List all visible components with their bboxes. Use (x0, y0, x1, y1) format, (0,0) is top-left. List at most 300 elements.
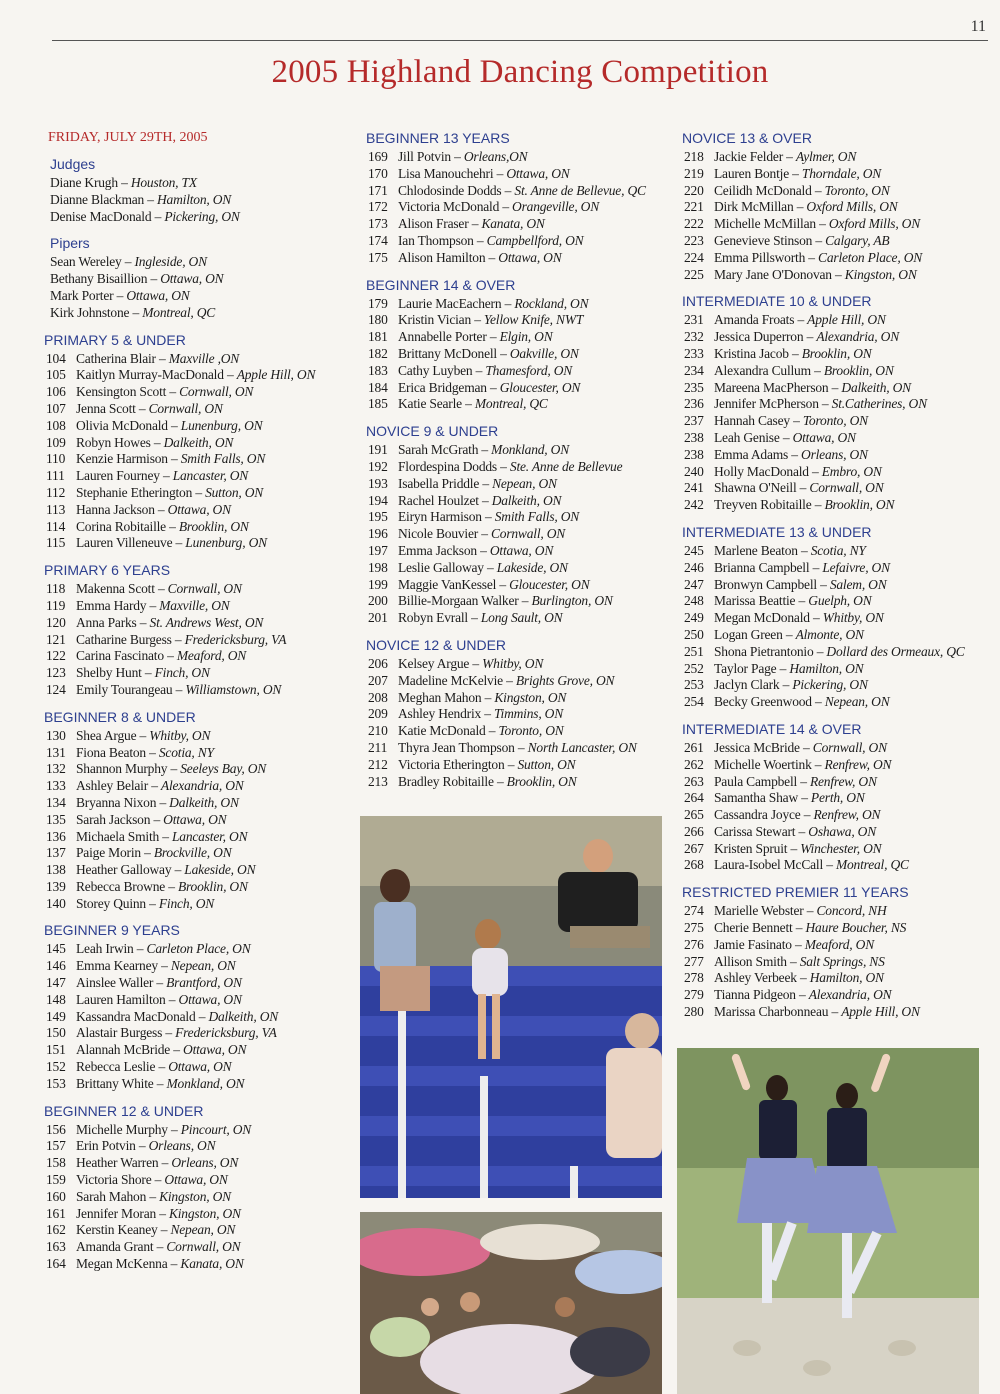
hometown: Renfrew, ON (813, 807, 881, 823)
entry-row (46, 795, 350, 812)
separator-dash: – (153, 1239, 167, 1255)
entry-number: 191 (368, 442, 388, 458)
hometown: St. Andrews West, ON (149, 614, 264, 630)
entry-row (46, 648, 350, 665)
entry-row (368, 329, 670, 346)
entry-row (46, 384, 350, 401)
separator-dash: – (828, 379, 842, 395)
separator-dash: – (803, 329, 817, 345)
separator-dash: – (809, 559, 823, 575)
separator-dash: – (150, 811, 164, 827)
entry-row (50, 288, 350, 305)
entry-number: 206 (368, 655, 388, 671)
entry-row (46, 992, 350, 1009)
entry-row (46, 435, 350, 452)
hometown: Ottawa, ON (498, 249, 562, 265)
entry-number: 138 (46, 862, 66, 878)
entry-number: 151 (46, 1042, 66, 1058)
section-title: NOVICE 13 & OVER (682, 130, 812, 146)
hometown: Lakeside, ON (184, 862, 256, 878)
entry-row (46, 1155, 350, 1172)
separator-dash: – (799, 739, 813, 755)
entry-row (684, 166, 996, 183)
entry-row (46, 535, 350, 552)
hometown: Salem, ON (829, 576, 887, 592)
separator-dash: – (167, 451, 181, 467)
dancer-name: Kelsey Argue (398, 655, 470, 671)
separator-dash: – (159, 468, 173, 484)
hometown: Cornwall, ON (148, 400, 223, 416)
entry-number: 268 (684, 857, 704, 873)
entry-row (684, 790, 996, 807)
hometown: Alexandria, ON (160, 778, 244, 794)
hometown: Concord, NH (816, 903, 887, 919)
separator-dash: – (815, 216, 829, 232)
entry-row (684, 396, 996, 413)
hometown: Apple Hill, ON (807, 312, 886, 328)
entry-row (46, 1076, 350, 1093)
entry-number: 106 (46, 384, 66, 400)
entry-number: 266 (684, 823, 704, 839)
entry-row (368, 166, 670, 183)
entry-row (46, 862, 350, 879)
separator-dash: – (478, 492, 492, 508)
dancer-name: Jackie Felder (714, 149, 783, 164)
section-novice-12-and-under (362, 637, 670, 790)
entry-row (684, 233, 996, 250)
dancer-name: Eiryn Harmison (398, 509, 482, 525)
entry-row (684, 627, 996, 644)
photo-spectators-in-stands (360, 816, 662, 1198)
separator-dash: – (154, 501, 168, 517)
hometown: Monkland, ON (491, 442, 569, 458)
entry-row (46, 1025, 350, 1042)
section-intermediate-14-and-over (678, 721, 996, 874)
entry-number: 109 (46, 434, 66, 450)
hometown: Oxford Mills, ON (806, 199, 898, 215)
dancer-name: Ceilidh McDonald (714, 182, 812, 198)
entry-number: 224 (684, 249, 704, 265)
entry-row (684, 593, 996, 610)
hometown: Ottawa, ON (792, 429, 856, 445)
hometown: Meaford, ON (804, 936, 875, 952)
separator-dash: – (167, 1256, 181, 1272)
entry-row (368, 216, 670, 233)
separator-dash: – (141, 665, 155, 681)
hometown: Cornwall, ON (167, 581, 242, 597)
separator-dash: – (828, 1004, 842, 1020)
hometown: Orleans, ON (148, 1138, 216, 1154)
entry-number: 134 (46, 794, 66, 810)
entry-row (50, 209, 350, 226)
separator-dash: – (133, 941, 147, 957)
separator-dash: – (800, 807, 814, 823)
hometown: Orleans, ON (171, 1155, 239, 1171)
hometown: Smith Falls, ON (494, 509, 580, 525)
entry-row (368, 476, 670, 493)
separator-dash: – (195, 1008, 209, 1024)
dancer-name: Michaela Smith (76, 828, 160, 844)
entry-number: 200 (368, 593, 388, 609)
entry-row (46, 351, 350, 368)
dancer-name: Victoria Shore (76, 1172, 152, 1188)
entry-row (684, 694, 996, 711)
entry-number: 121 (46, 631, 66, 647)
section-primary-6-years (40, 562, 350, 699)
entry-number: 235 (684, 379, 704, 395)
dancer-name: Kerstin Keaney (76, 1222, 158, 1238)
separator-dash: – (483, 559, 497, 575)
dancer-name: Kristina Jacob (714, 345, 789, 361)
section-title: BEGINNER 12 & UNDER (44, 1102, 204, 1119)
dancer-name: Shelby Hunt (76, 665, 142, 681)
separator-dash: – (478, 442, 492, 458)
dancer-name: Storey Quinn (76, 895, 146, 911)
separator-dash: – (154, 581, 168, 597)
dancer-name: Kristin Vician (398, 312, 472, 328)
entry-row (368, 560, 670, 577)
entry-row (684, 807, 996, 824)
entry-number: 152 (46, 1059, 66, 1075)
section-title: Pipers (50, 235, 90, 252)
entry-number: 242 (684, 497, 704, 513)
hometown: Salt Springs, NS (799, 953, 885, 969)
hometown: Oakville, ON (509, 345, 579, 361)
entry-row (46, 845, 350, 862)
dancer-name: Taylor Page (714, 660, 777, 676)
entry-row (684, 312, 996, 329)
dancer-name: Shea Argue (76, 727, 137, 743)
section-beginner-13-years (362, 130, 670, 267)
entry-number: 150 (46, 1025, 66, 1041)
hometown: North Lancaster, ON (527, 739, 637, 755)
dancer-name: Mark Porter (50, 287, 114, 303)
photo-highland-dancers (677, 1048, 979, 1394)
dancer-name: Dirk McMillan (714, 199, 794, 215)
separator-dash: – (831, 266, 845, 282)
entry-number: 137 (46, 845, 66, 861)
hometown: Dalkeith, ON (169, 794, 239, 810)
separator-dash: – (796, 970, 810, 986)
hometown: Ste. Anne de Bellevue (509, 458, 623, 474)
separator-dash: – (136, 614, 150, 630)
hometown: Sutton, ON (205, 484, 264, 500)
section-novice-13-and-over (678, 130, 996, 283)
hometown: Ottawa, ON (178, 991, 242, 1007)
hometown: Brooklin, ON (177, 878, 248, 894)
separator-dash: – (155, 1059, 169, 1075)
hometown: Meaford, ON (176, 648, 247, 664)
entry-number: 120 (46, 614, 66, 630)
hometown: Elgin, ON (499, 329, 553, 345)
entry-number: 267 (684, 840, 704, 856)
hometown: Finch, ON (158, 895, 215, 911)
dancer-name: Katie Searle (398, 396, 462, 412)
entry-number: 223 (684, 232, 704, 248)
separator-dash: – (813, 643, 827, 659)
hometown: Aylmer, ON (795, 149, 857, 164)
dancer-name: Emma Pillsworth (714, 249, 806, 265)
entry-row (50, 271, 350, 288)
hometown: Toronto, ON (498, 723, 564, 739)
separator-dash: – (501, 295, 515, 311)
separator-dash: – (167, 761, 181, 777)
entry-number: 246 (684, 559, 704, 575)
dancer-name: Carina Fascinato (76, 648, 164, 664)
entry-row (50, 175, 350, 192)
separator-dash: – (818, 396, 832, 412)
hometown: Apple Hill, ON (236, 367, 316, 383)
separator-dash: – (788, 345, 802, 361)
entry-row (368, 577, 670, 594)
hometown: Long Sault, ON (480, 610, 563, 626)
hometown: Nepean, ON (170, 958, 236, 974)
entry-row (46, 778, 350, 795)
hometown: Orangeville, ON (512, 199, 600, 215)
separator-dash: – (779, 677, 793, 693)
separator-dash: – (514, 739, 528, 755)
hometown: Lefaivre, ON (822, 559, 890, 575)
entry-row (368, 673, 670, 690)
hometown: Cornwall, ON (166, 1239, 241, 1255)
entry-number: 275 (684, 920, 704, 936)
entry-row (46, 1256, 350, 1273)
entry-row (684, 1004, 996, 1021)
hometown: Brooklin, ON (824, 497, 895, 513)
hometown: Alexandria, ON (808, 987, 892, 1003)
entry-number: 263 (684, 773, 704, 789)
entry-number: 279 (684, 987, 704, 1003)
entry-number: 163 (46, 1239, 66, 1255)
section-title: BEGINNER 8 & UNDER (44, 708, 196, 725)
dancer-name: Kensington Scott (76, 384, 167, 400)
dancer-name: Lauren Fourney (76, 468, 160, 484)
separator-dash: – (779, 429, 793, 445)
entry-number: 107 (46, 400, 66, 416)
separator-dash: – (170, 1042, 184, 1058)
entry-number: 208 (368, 689, 388, 705)
dancer-name: Corina Robitaille (76, 518, 166, 534)
dancer-name: Chlodosinde Dodds (398, 182, 502, 198)
entry-row (46, 829, 350, 846)
dancer-name: Nicole Bouvier (398, 526, 479, 542)
entry-number: 261 (684, 739, 704, 755)
dancer-name: Hannah Casey (714, 413, 790, 429)
hometown: Montreal, QC (142, 304, 216, 320)
section-title: INTERMEDIATE 14 & OVER (682, 720, 862, 737)
entry-row (46, 665, 350, 682)
entry-row (684, 841, 996, 858)
entry-row (368, 706, 670, 723)
entry-number: 251 (684, 643, 704, 659)
section-intermediate-10-and-under (678, 293, 996, 514)
dancer-name: Amanda Grant (76, 1239, 154, 1255)
separator-dash: – (135, 1138, 149, 1154)
dancer-name: Cathy Luyben (398, 362, 473, 378)
entry-number: 247 (684, 576, 704, 592)
separator-dash: – (148, 778, 161, 794)
entry-number: 212 (368, 756, 388, 772)
dancer-name: Bronwyn Campbell (714, 576, 817, 592)
hometown: Kanata, ON (180, 1256, 244, 1272)
dancer-name: Alexandra Cullum (714, 362, 811, 378)
hometown: Brooklin, ON (178, 518, 249, 534)
dancer-name: Fiona Beaton (76, 744, 146, 760)
entry-number: 218 (684, 149, 704, 164)
entry-number: 111 (46, 468, 65, 484)
section-title: BEGINNER 14 & OVER (366, 276, 516, 293)
hometown: Brights Grove, ON (515, 672, 615, 688)
dancer-name: Leah Irwin (76, 941, 134, 957)
hometown: Ottawa, ON (168, 1059, 232, 1075)
hometown: Cornwall, ON (490, 526, 566, 542)
hometown: Fredericksburg, VA (184, 631, 287, 647)
separator-dash: – (486, 379, 500, 395)
separator-dash: – (481, 689, 495, 705)
hometown: Fredericksburg, VA (175, 1025, 277, 1041)
separator-dash: – (816, 576, 830, 592)
entry-row (46, 728, 350, 745)
separator-dash: – (476, 542, 490, 558)
entry-number: 249 (684, 610, 704, 626)
entry-row (46, 1189, 350, 1206)
entry-number: 146 (46, 958, 66, 974)
separator-dash: – (165, 878, 178, 894)
hometown: Lancaster, ON (171, 828, 248, 844)
separator-dash: – (140, 845, 154, 861)
dancer-name: Alison Hamilton (398, 249, 486, 265)
separator-dash: – (791, 936, 805, 952)
entry-row (684, 903, 996, 920)
separator-dash: – (795, 593, 809, 609)
entry-row (684, 937, 996, 954)
entry-row (46, 682, 350, 699)
event-date: FRIDAY, JULY 29TH, 2005 (48, 130, 208, 145)
separator-dash: – (496, 345, 510, 361)
hometown: Cornwall, ON (809, 480, 884, 496)
section-primary-5-and-under (40, 332, 350, 553)
section-title: Judges (50, 156, 96, 172)
column-middle (362, 130, 670, 800)
entry-number: 182 (368, 345, 388, 361)
hometown: Ottawa, ON (126, 287, 190, 303)
entry-row (368, 757, 670, 774)
dancer-name: Jenna Scott (76, 400, 136, 416)
separator-dash: – (812, 232, 826, 248)
separator-dash: – (811, 182, 825, 198)
entry-row (368, 543, 670, 560)
entry-row (684, 677, 996, 694)
entry-row (684, 560, 996, 577)
entry-row (684, 740, 996, 757)
entry-number: 220 (684, 182, 704, 198)
entry-number: 201 (368, 610, 388, 626)
hometown: Winchester, ON (800, 840, 882, 856)
dancer-name: Olivia McDonald (76, 417, 168, 433)
entry-number: 179 (368, 295, 388, 311)
entry-row (46, 1042, 350, 1059)
entry-row (368, 723, 670, 740)
entry-row (46, 745, 350, 762)
hometown: Yellow Knife, NWT (483, 312, 584, 328)
dancer-name: Flordespina Dodds (398, 458, 497, 474)
hometown: St.Catherines, ON (831, 396, 927, 412)
separator-dash: – (172, 535, 186, 551)
separator-dash: – (157, 958, 171, 974)
dancer-name: Becky Greenwood (714, 694, 812, 710)
hometown: Houston, TX (130, 175, 197, 190)
entry-number: 231 (684, 312, 704, 328)
hometown: Almonte, ON (795, 626, 864, 642)
separator-dash: – (501, 182, 515, 198)
hometown: Ottawa, ON (160, 271, 224, 287)
separator-dash: – (147, 271, 161, 287)
section-title: NOVICE 12 & UNDER (366, 636, 507, 653)
separator-dash: – (146, 1188, 160, 1204)
separator-dash: – (493, 165, 507, 181)
entry-number: 173 (368, 216, 388, 232)
section-title: PRIMARY 6 YEARS (44, 562, 171, 579)
entry-row (684, 329, 996, 346)
separator-dash: – (144, 191, 157, 207)
entry-number: 193 (368, 475, 388, 491)
separator-dash: – (795, 987, 809, 1003)
entry-row (684, 430, 996, 447)
hometown: Scotia, NY (158, 744, 214, 760)
entry-row (46, 581, 350, 598)
entry-row (46, 1172, 350, 1189)
entry-row (368, 509, 670, 526)
hometown: Carleton Place, ON (146, 941, 251, 957)
hometown: Finch, ON (154, 665, 210, 681)
separator-dash: – (467, 610, 481, 626)
separator-dash: – (461, 396, 475, 412)
entry-number: 278 (684, 970, 704, 986)
hometown: Campbellford, ON (486, 232, 584, 248)
separator-dash: – (518, 593, 532, 609)
dancer-name: Emma Hardy (76, 597, 147, 613)
entry-number: 274 (684, 903, 704, 919)
separator-dash: – (165, 518, 179, 534)
entry-number: 105 (46, 367, 66, 383)
entry-row (46, 1009, 350, 1026)
entry-number: 211 (368, 739, 388, 755)
entry-row (50, 305, 350, 322)
hometown: Brockville, ON (153, 845, 232, 861)
dancer-name: Robyn Howes (76, 434, 151, 450)
entry-number: 196 (368, 526, 388, 542)
entry-row (368, 442, 670, 459)
entry-row (684, 774, 996, 791)
dancer-name: Ainslee Waller (76, 975, 154, 991)
separator-dash: – (493, 773, 507, 789)
separator-dash: – (808, 463, 822, 479)
dancer-name: Sarah Jackson (76, 811, 151, 827)
dancer-name: Jennifer Moran (76, 1205, 157, 1221)
hometown: Ottawa, ON (167, 501, 231, 517)
dancer-name: Cassandra Joyce (714, 807, 801, 823)
separator-dash: – (504, 756, 518, 772)
dancer-name: Ashley Belair (76, 778, 149, 794)
hometown: Burlington, ON (531, 593, 613, 609)
entry-number: 175 (368, 249, 388, 265)
hometown: Dollard des Ormeaux, QC (826, 643, 965, 659)
hometown: Lunenburg, ON (185, 535, 267, 551)
hometown: Lancaster, ON (172, 468, 249, 484)
separator-dash: – (153, 975, 167, 991)
section-novice-9-and-under (362, 423, 670, 627)
hometown: Toronto, ON (802, 413, 868, 429)
